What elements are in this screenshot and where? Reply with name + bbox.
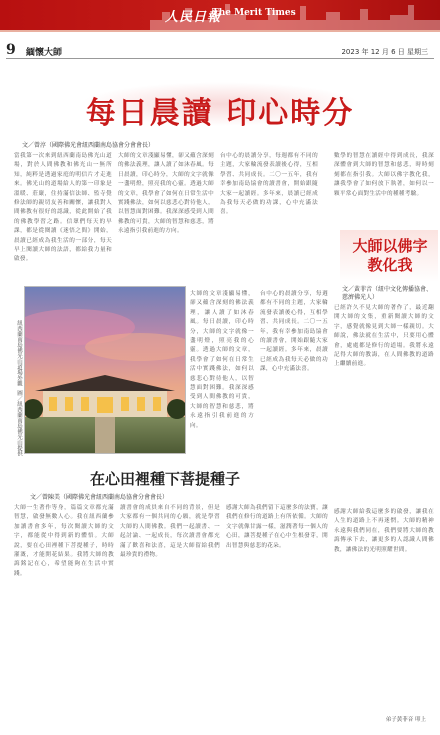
article3-intro: 數學的智慧在讀經中得到成長，我深深體會到大師的智慧和慈悲，時時刻刻都在指引我。大師以佛字教化我，讓我學會了如何放下執著，如何以一顆平常心面對生活中的種種考驗。	[334, 153, 434, 197]
article1-continued-2: 台中心的晨讀分享，每週都有不同的主題，大家輪流發表讀後心得，互相學習、共同成長。二〇一五年，我有幸參加南島協會的讀書會，開始跟隨大家一起讀經。多年來，晨讀已經成為我每天必做的功課，心中充滿法喜。	[260, 291, 328, 373]
temple-photo-image	[25, 287, 185, 453]
section-name: 緬懷大師	[26, 48, 63, 58]
article3-column-1: 已經許久不見大師的著作了，最近翻開大師的文集，重新閱讀大師的文字，感覺就像見到大師一樣親切。大師說，佛法就在生活中，只要用心體會，處處都是修行的道場。我將永遠記得大師的教誨，在人間佛教的道路上繼續前進。	[334, 305, 434, 368]
article1-column-1: 當我第一次來到紐西蘭南島佛光山道場，對於人間佛教和佛光山一無所知，純粹是透過家庭的明信片才走進來。佛光山的道場給人的第一印象是溫暖、莊嚴，住持滿信法師、監寺覺修法師的親切友善和關懷，讓我對人間佛教有很好的認識，從此開始了我的佛教學習之路。信眾們每天的早課，都是從閱讀《迷悟之間》開始，晨讀已經成為我生活的一部分，每天早上閱讀大師的法語，都給我力量和啟發。	[14, 153, 112, 263]
article2-column-2: 讀書會的成員來自不同的背景，但是大家都有一個共同的心願，就是學習大師的人間佛教。我們一起讀書、一起討論、一起成長，每次讀書會都充滿了歡喜和法喜，這是大師留給我們最珍貴的禮物。	[120, 505, 220, 559]
masthead-english-name: The Merit Times	[212, 8, 296, 18]
article1-column-2: 大師的文章淺顯易懂，卻又蘊含深刻的佛法義理，讓人讀了如沐春風。每日晨讀，印心時分，大師的文字就像一盞明燈，照亮我的心靈。透過大師的文章，我學會了如何在日常生活中實踐佛法，如何以慈悲心對待他人，以智慧面對困難。我深深感受到人間佛教的可貴，大師的智慧和慈悲，將永遠指引我前進的方向。	[118, 153, 214, 235]
temple-photo	[24, 286, 186, 454]
article1-headline: 每日晨讀 印心時分	[85, 96, 355, 131]
photo-credit: 圖／紐西蘭南島佛光山提供	[16, 390, 22, 456]
article1-column-3: 台中心的晨讀分享，每週都有不同的主題，大家輪流發表讀後心得，互相學習、共同成長。二〇一五年，我有幸參加南島協會的讀書會，開始跟隨大家一起讀經。多年來，晨讀已經成為我每天必做的功課，心中充滿法喜。	[220, 153, 318, 216]
article3-headline: 大師以佛字教化我	[352, 237, 428, 274]
article1-continued: 大師的文章淺顯易懂，卻又蘊含深刻的佛法義理，讓人讀了如沐春風。每日晨讀，印心時分，大師的文字就像一盞明燈，照亮我的心靈。透過大師的文章，我學會了如何在日常生活中實踐佛法，如何以慈悲心對待他人，以智慧面對困難。我深深感受到人間佛教的可貴，大師的智慧和慈悲，將永遠指引我前進的方向。	[190, 291, 254, 429]
article3-column-2: 感謝大師給我這麼多的啟發，讓我在人生的道路上不再迷惘。大師的精神永遠與我們同在，我們要將大師的教誨傳承下去，讓更多的人認識人間佛教，讓佛法的光明照耀世間。	[334, 509, 434, 553]
article1-byline: 文／曾淳（國際佛光會紐西蘭南島協會分會會長）	[22, 142, 155, 149]
issue-date: 2023 年 12 月 6 日 星期三	[341, 48, 428, 56]
article2-byline: 文／曾陳美（國際佛光會紐西蘭南島協會分會會長）	[30, 494, 169, 501]
masthead-logo: 人民日報	[165, 10, 222, 25]
photo-caption: 紐西蘭南島佛光山道場外觀	[16, 320, 22, 386]
masthead	[0, 0, 440, 30]
article3-byline: 文／黃菲音（紐中文化傳播協會、慈濟佛光人）	[342, 286, 433, 301]
masthead-divider	[0, 30, 440, 32]
header-rule	[6, 58, 434, 59]
article2-headline: 在心田裡種下菩提種子	[90, 470, 241, 488]
article2-column-3: 感謝大師為我們留下這麼多的法寶，讓我們在修行的道路上有所依循。大師的文字就像甘露一樣，滋潤著每一個人的心田，讓菩提種子在心中生根發芽，開出智慧與慈悲的花朵。	[226, 505, 328, 549]
article2-column-1: 大師一生著作等身，篇篇文章都充滿智慧，啟發無數人心。我在紐西蘭參加讀書會多年，每次閱讀大師的文字，都能從中得到新的體悟。大師說，要在心田裡種下菩提種子，時時灌溉，才能開花結果。我將大師的教誨銘記在心，希望能夠在生活中實踐。	[14, 505, 114, 577]
article3-signoff: 弟子黃菲音 叩上	[385, 717, 426, 723]
page-number: 9	[6, 42, 16, 58]
